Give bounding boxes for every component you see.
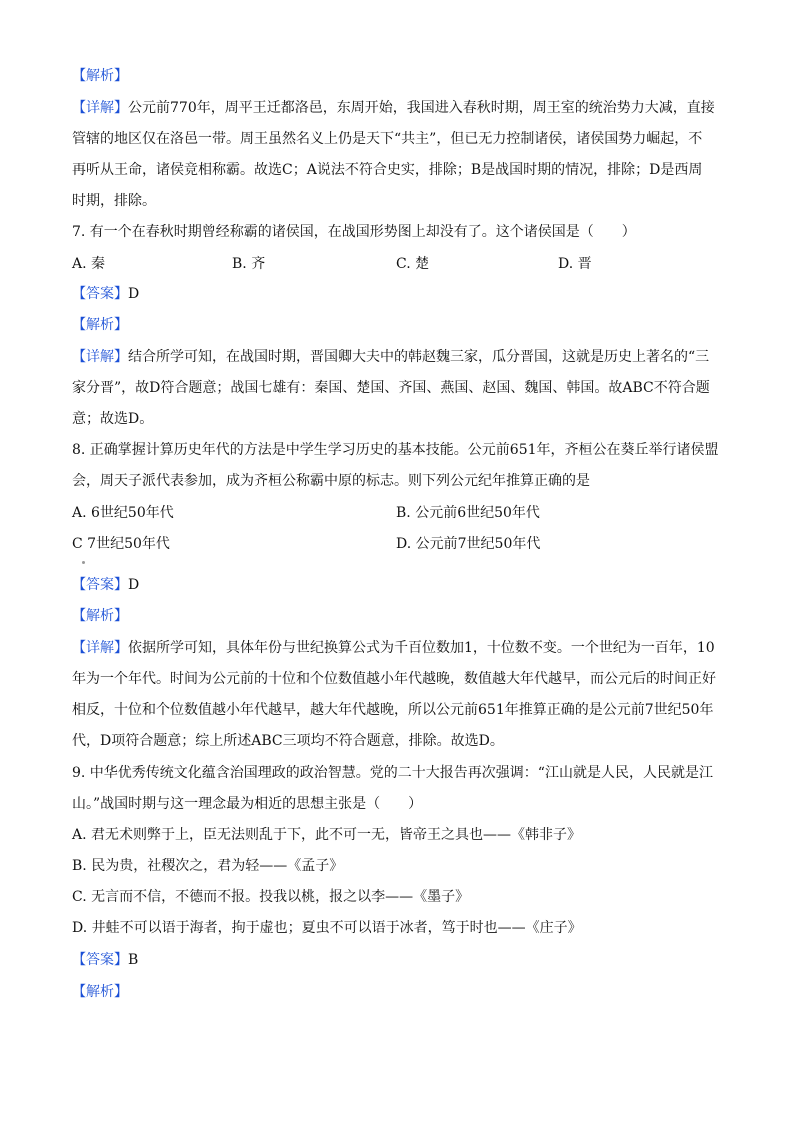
q8-detail-text: 年为一个年代。时间为公元前的十位和个位数值越小年代越晚，数值越大年代越早，而公元后的时间正好 (72, 671, 716, 687)
q8-option-a: A. 6世纪50年代 (72, 505, 174, 521)
q7-detail-text: 意；故选D。 (72, 411, 154, 427)
answer-tag: 【答案】 (72, 286, 128, 302)
q7-option-d: D. 晋 (558, 256, 592, 272)
q7-option-b: B. 齐 (232, 256, 266, 272)
detail-text: 时期，排除。 (72, 193, 156, 209)
q9-option-c: C. 无言而不信，不德而不报。投我以桃，报之以李——《墨子》 (72, 889, 470, 905)
q7-analysis-heading: 【解析】 (72, 317, 128, 333)
analysis-heading: 【解析】 (72, 68, 128, 84)
q8-option-b: B. 公元前6世纪50年代 (396, 505, 540, 521)
detail-text: 再听从王命，诸侯竞相称霸。故选C；A说法不符合史实，排除；B是战国时期的情况，排除；D是西周 (72, 162, 703, 178)
detail-tag: 【详解】 (72, 100, 128, 116)
question-8-stem: 8. 正确掌握计算历史年代的方法是中学生学习历史的基本技能。公元前651年，齐桓公在葵丘举行诸侯盟 (72, 442, 719, 458)
detail-tag: 【详解】 (72, 349, 128, 365)
answer-value: D (128, 577, 140, 593)
q8-answer (72, 575, 139, 595)
question-9-stem: 9. 中华优秀传统文化蕴含治国理政的政治智慧。党的二十大报告再次强调：“江山就是人民，人民就是江 (72, 765, 713, 781)
q9-analysis-heading: 【解析】 (72, 984, 128, 1000)
detail-line (72, 98, 715, 118)
detail-text: 依据所学可知，具体年份与世纪换算公式为千百位数加1，十位数不变。一个世纪为一百年，10 (128, 640, 715, 656)
q8-analysis-heading: 【解析】 (72, 608, 128, 624)
question-9-stem: 山。”战国时期与这一理念最为相近的思想主张是（ ） (72, 796, 423, 812)
detail-tag: 【详解】 (72, 640, 128, 656)
q8-detail-text: 代，D项符合题意；综上所述ABC三项均不符合题意，排除。故选D。 (72, 733, 504, 749)
answer-value: B (128, 952, 139, 968)
q8-option-c: C 7世纪50年代 (72, 536, 170, 552)
q8-option-d: D. 公元前7世纪50年代 (396, 536, 541, 552)
q7-detail-text: 家分晋”，故D符合题意；战国七雄有：秦国、楚国、齐国、燕国、赵国、魏国、韩国。故ABC不符合题 (72, 380, 710, 396)
answer-tag: 【答案】 (72, 577, 128, 593)
answer-value: D (128, 286, 140, 302)
detail-text: 结合所学可知，在战国时期，晋国卿大夫中的韩赵魏三家，瓜分晋国，这就是历史上著名的“三 (128, 349, 710, 365)
q9-option-d: D. 井蛙不可以语于海者，拘于虚也；夏虫不可以语于冰者，笃于时也——《庄子》 (72, 920, 582, 936)
q8-detail-line (72, 638, 715, 658)
question-8-stem: 会，周天子派代表参加，成为齐桓公称霸中原的标志。则下列公元纪年推算正确的是 (72, 473, 590, 489)
answer-tag: 【答案】 (72, 952, 128, 968)
q9-option-b: B. 民为贵，社稷次之，君为轻——《孟子》 (72, 858, 344, 874)
q7-detail-line (72, 347, 709, 367)
scan-dot (82, 561, 85, 564)
q8-detail-text: 相反，十位和个位数值越小年代越早，越大年代越晚，所以公元前651年推算正确的是公元前7世纪50年 (72, 702, 714, 718)
q7-option-a: A. 秦 (72, 256, 106, 272)
question-7-stem: 7. 有一个在春秋时期曾经称霸的诸侯国，在战国形势图上却没有了。这个诸侯国是（ ） (72, 224, 636, 240)
q7-answer (72, 284, 139, 304)
q9-answer (72, 950, 138, 970)
detail-text: 管辖的地区仅在洛邑一带。周王虽然名义上仍是天下“共主”，但已无力控制诸侯，诸侯国势力崛起，不 (72, 131, 703, 147)
q9-option-a: A. 君无术则弊于上，臣无法则乱于下，此不可一无，皆帝王之具也——《韩非子》 (72, 827, 582, 843)
q7-option-c: C. 楚 (396, 256, 430, 272)
detail-text: 公元前770年，周平王迁都洛邑，东周开始，我国进入春秋时期，周王室的统治势力大减，直接 (128, 100, 715, 116)
